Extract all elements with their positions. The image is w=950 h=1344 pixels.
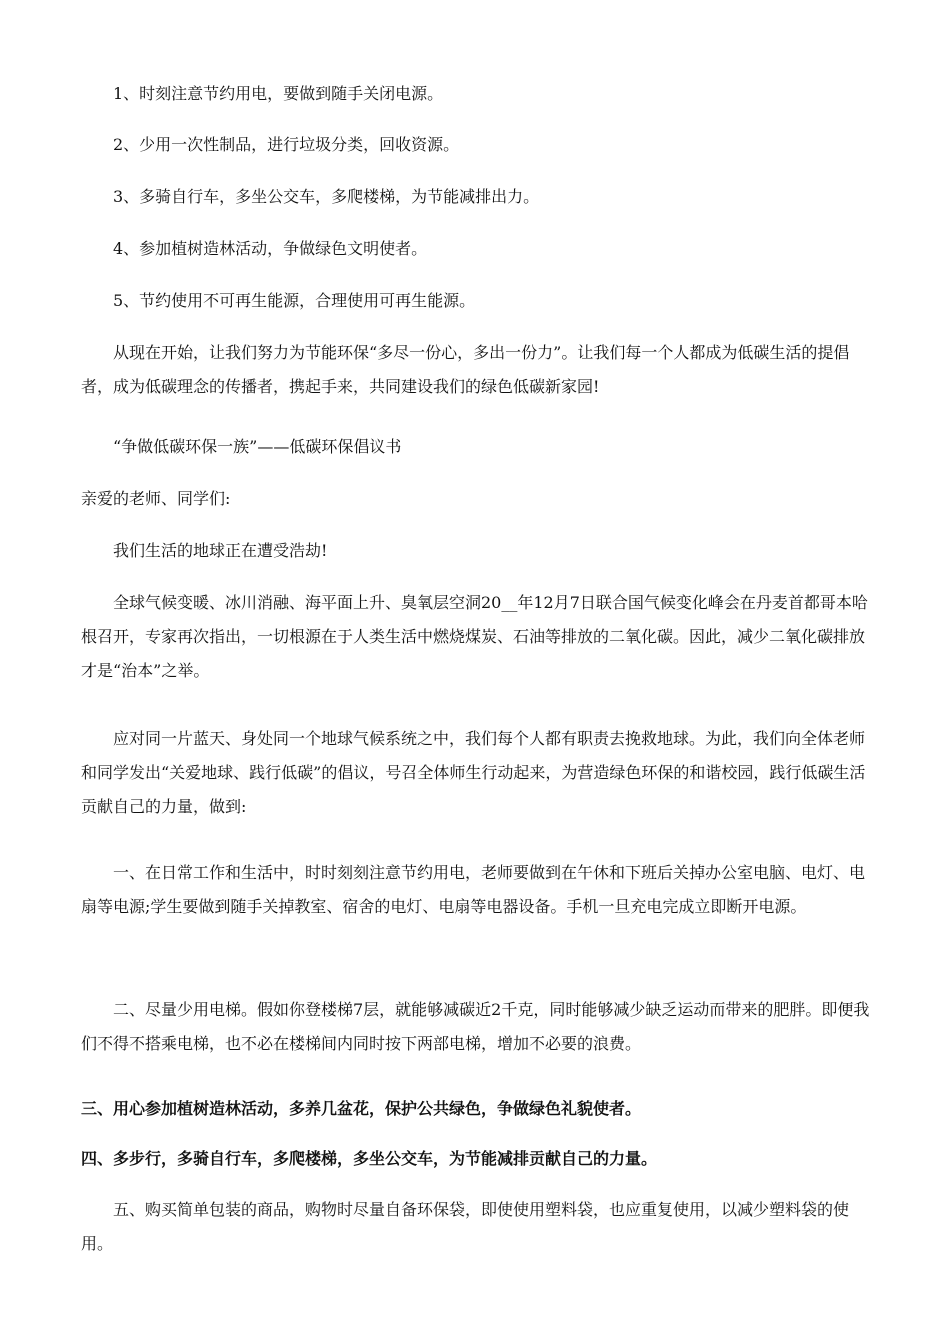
item-two: 二、尽量少用电梯。假如你登楼梯7层，就能够减碳近2千克，同时能够减少缺乏运动而带来的肥胖。即便我们不得不搭乘电梯，也不必在楼梯间内同时按下两部电梯，增加不必要的浪费。 [81, 1000, 870, 1053]
closing-paragraph: 从现在开始，让我们努力为节能环保“多尽一份心，多出一份力”。让我们每一个人都成为低碳生活的提倡者，成为低碳理念的传播者，携起手来，共同建设我们的绿色低碳新家园! [81, 343, 850, 396]
call-paragraph: 应对同一片蓝天、身处同一个地球气候系统之中，我们每个人都有职责去挽救地球。为此，我们向全体老师和同学发出“关爱地球、践行低碳”的倡议，号召全体师生行动起来，为营造绿色环保的和谐校园，践行低碳生活贡献自己的力量，做到: [81, 729, 866, 816]
proposal-title: “争做低碳环保一族”——低碳环保倡议书 [113, 437, 402, 456]
item-one: 一、在日常工作和生活中，时时刻刻注意节约用电，老师要做到在午休和下班后关掉办公室电脑、电灯、电扇等电源;学生要做到随手关掉教室、宿舍的电灯、电扇等电器设备。手机一旦充电完成立即断开电源。 [81, 863, 866, 916]
list-item-5: 5、节约使用不可再生能源，合理使用可再生能源。 [113, 291, 476, 310]
list-item-4: 4、参加植树造林活动，争做绿色文明使者。 [113, 239, 428, 258]
opening-line: 我们生活的地球正在遭受浩劫! [113, 541, 328, 560]
list-item-2: 2、少用一次性制品，进行垃圾分类，回收资源。 [113, 135, 460, 154]
list-item-1: 1、时刻注意节约用电，要做到随手关闭电源。 [113, 84, 444, 103]
item-three: 三、用心参加植树造林活动，多养几盆花，保护公共绿色，争做绿色礼貌使者。 [81, 1099, 642, 1118]
list-item-3: 3、多骑自行车，多坐公交车，多爬楼梯，为节能减排出力。 [113, 187, 540, 206]
salutation: 亲爱的老师、同学们: [81, 489, 231, 508]
climate-paragraph: 全球气候变暖、冰川消融、海平面上升、臭氧层空洞20__年12月7日联合国气候变化峰会在丹麦首都哥本哈根召开，专家再次指出，一切根源在于人类生活中燃烧煤炭、石油等排放的二氧化碳。因此，减少二氧化碳排放才是“治本”之举。 [81, 593, 868, 680]
item-four: 四、多步行，多骑自行车，多爬楼梯，多坐公交车，为节能减排贡献自己的力量。 [81, 1149, 658, 1168]
item-five: 五、购买简单包装的商品，购物时尽量自备环保袋，即使使用塑料袋，也应重复使用，以减少塑料袋的使用。 [81, 1200, 850, 1253]
